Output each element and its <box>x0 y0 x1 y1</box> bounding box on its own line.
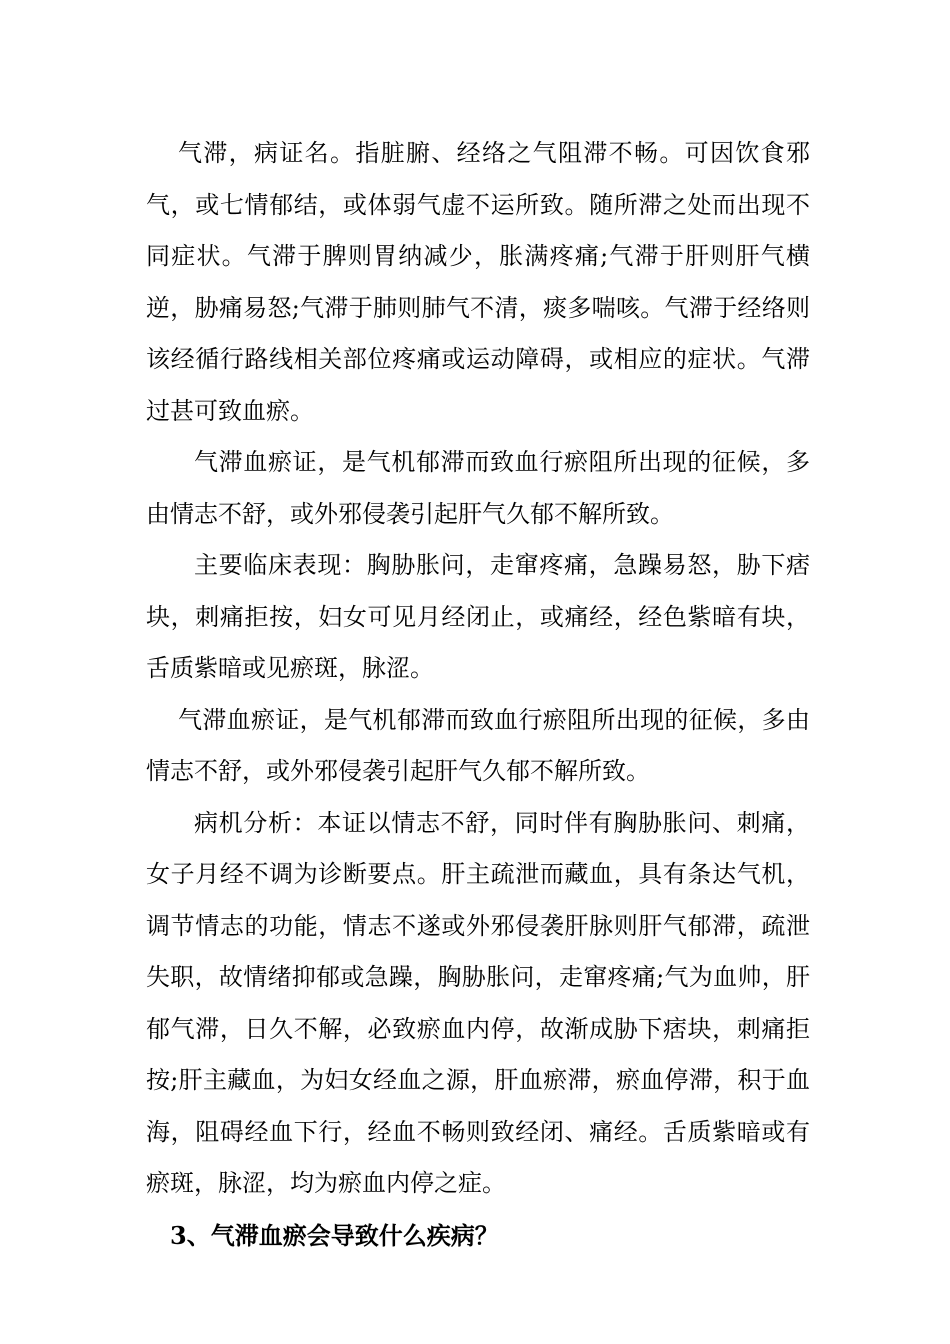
paragraph-pathogenesis-analysis: 病机分析：本证以情志不舒，同时伴有胸胁胀问、刺痛，女子月经不调为诊断要点。肝主疏泄而藏血，具有条达气机，调节情志的功能，情志不遂或外邪侵袭肝脉则肝气郁滞，疏泄失职，故情绪抑郁或急躁，胸胁胀问，走窜疼痛;气为血帅，肝郁气滞，日久不解，必致瘀血内停，故渐成胁下痞块，刺痛拒按;肝主藏血，为妇女经血之源，肝血瘀滞，瘀血停滞，积于血海，阻碍经血下行，经血不畅则致经闭、痛经。舌质紫暗或有瘀斑，脉涩，均为瘀血内停之症。 <box>146 808 810 1197</box>
paragraph-syndrome-definition-repeat: 气滞血瘀证，是气机郁滞而致血行瘀阻所出现的征候，多由情志不舒，或外邪侵袭引起肝气久郁不解所致。 <box>146 705 810 785</box>
paragraph-syndrome-definition: 气滞血瘀证，是气机郁滞而致血行瘀阻所出现的征候，多由情志不舒，或外邪侵袭引起肝气久郁不解所致。 <box>146 448 810 528</box>
paragraph-qi-stagnation-definition: 气滞，病证名。指脏腑、经络之气阻滞不畅。可因饮食邪气，或七情郁结，或体弱气虚不运所致。随所滞之处而出现不同症状。气滞于脾则胃纳减少，胀满疼痛;气滞于肝则肝气横逆，胁痛易怒;气滞于肺则肺气不清，痰多喘咳。气滞于经络则该经循行路线相关部位疼痛或运动障碍，或相应的症状。气滞过甚可致血瘀。 <box>146 139 810 425</box>
document-body <box>146 128 810 1261</box>
paragraph-clinical-manifestations: 主要临床表现：胸胁胀问，走窜疼痛，急躁易怒，胁下痞块，刺痛拒按，妇女可见月经闭止，或痛经，经色紫暗有块，舌质紫暗或见瘀斑，脉涩。 <box>146 551 810 682</box>
section-heading: 3、气滞血瘀会导致什么疾病？ <box>170 1220 499 1250</box>
